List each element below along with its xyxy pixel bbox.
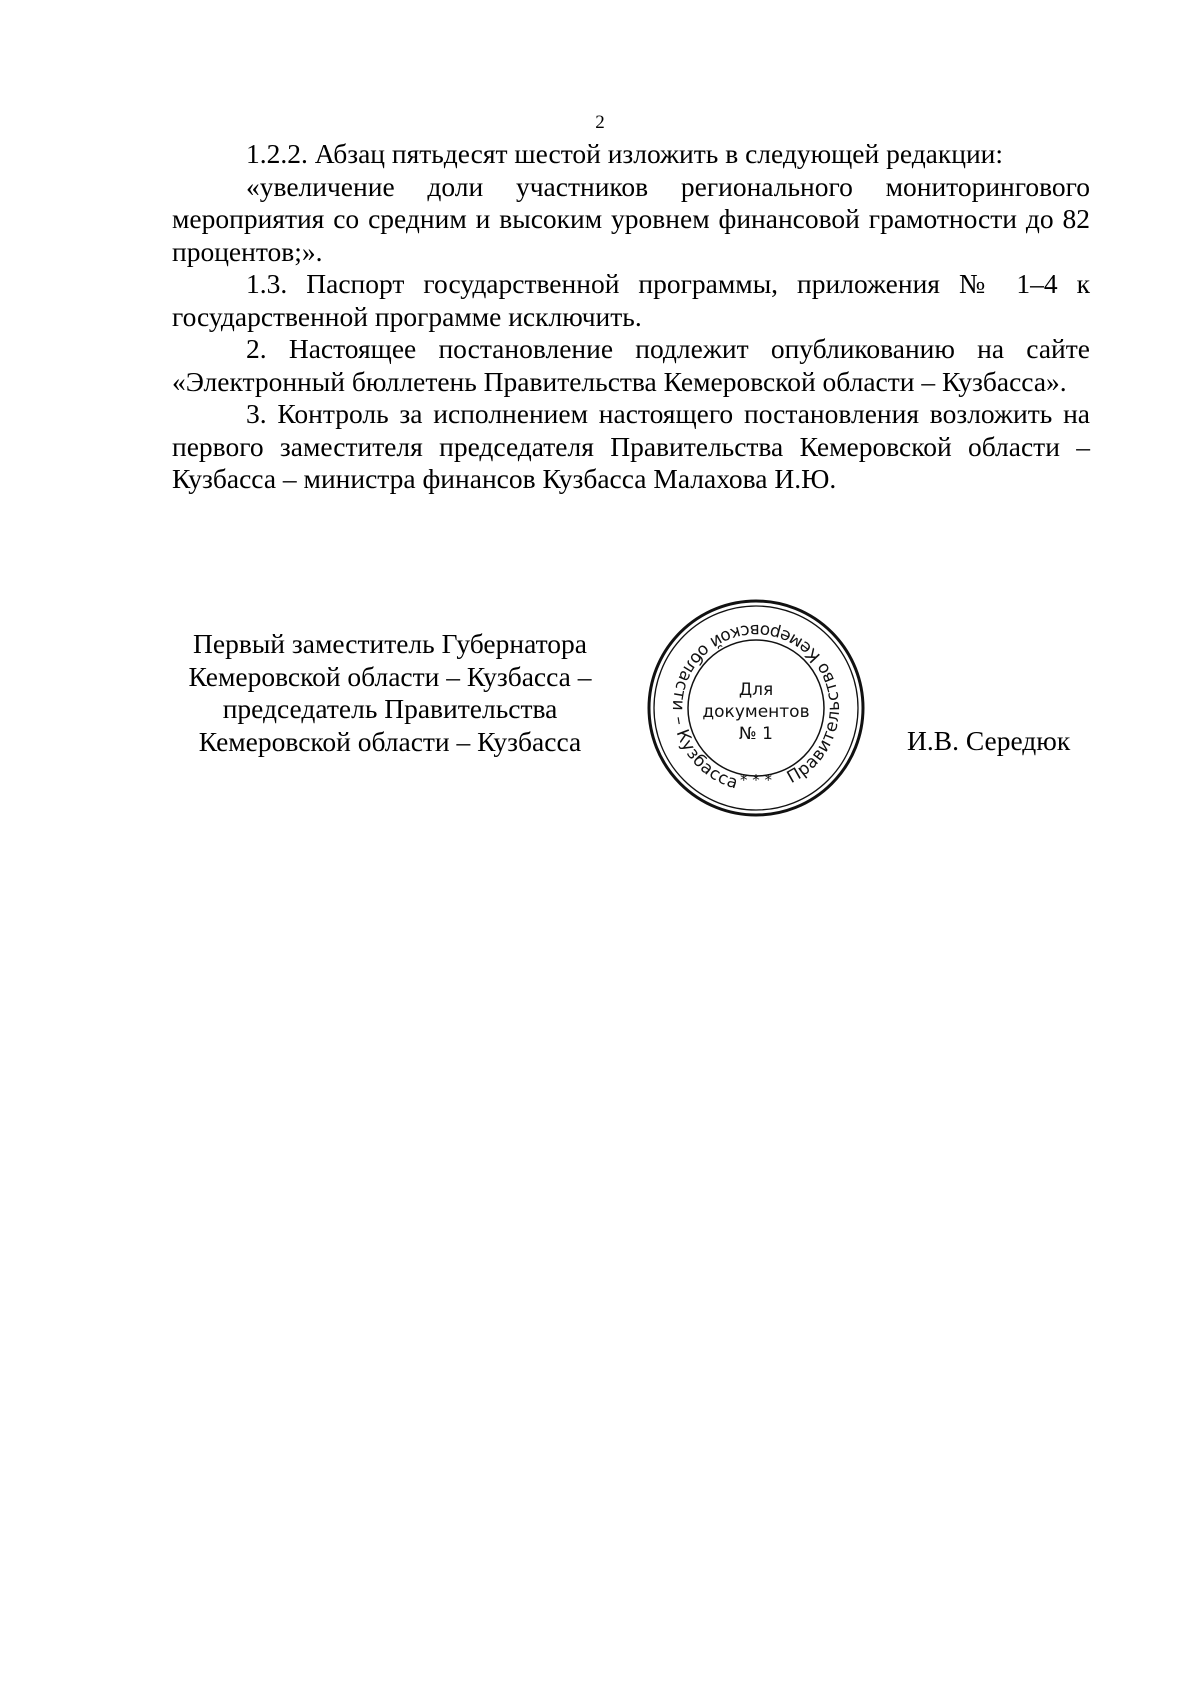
paragraph-3-control: 3. Контроль за исполнением настоящего постановления возложить на первого заместителя председателя Правительства Кемеровской области – Кузбасса – министра финансов Кузбасса Малахова И.Ю. — [172, 398, 1090, 494]
paragraph-1-2-2: 1.2.2. Абзац пятьдесят шестой изложить в следующей редакции: — [246, 138, 1004, 169]
seal-center-text: Для — [738, 680, 774, 700]
document-body — [172, 138, 1090, 496]
signatory-position-line: Кемеровской области – Кузбасса – — [188, 660, 592, 692]
signatory-position — [160, 628, 620, 758]
seal-center-text: № 1 — [739, 724, 773, 744]
page-number: 2 — [595, 112, 605, 133]
signatory-position-line: председатель Правительства — [222, 693, 558, 724]
seal-ring-text: Правительство Кемеровской области – Кузбасса — [667, 619, 845, 794]
signatory-position-line: Первый заместитель Губернатора — [193, 628, 587, 659]
seal-center-text: документов — [702, 702, 810, 722]
paragraph-quoted-indicator: «увеличение доли участников регионального мониторингового мероприятия со средним и высоким уровнем финансовой грамотности до 82 процентов;». — [172, 170, 1090, 267]
paragraph-2-publication: 2. Настоящее постановление подлежит опубликованию на сайте «Электронный бюллетень Правительства Кемеровской области – Кузбасса». — [172, 333, 1090, 397]
signatory-position-line: Кемеровской области – Кузбасса — [198, 725, 582, 757]
official-seal — [645, 597, 867, 819]
signatory-name: И.В. Середюк — [907, 725, 1071, 756]
seal-stars: * * * — [739, 771, 773, 789]
paragraph-1-3: 1.3. Паспорт государственной программы, приложения № 1–4 к государственной программе исключить. — [172, 268, 1090, 332]
